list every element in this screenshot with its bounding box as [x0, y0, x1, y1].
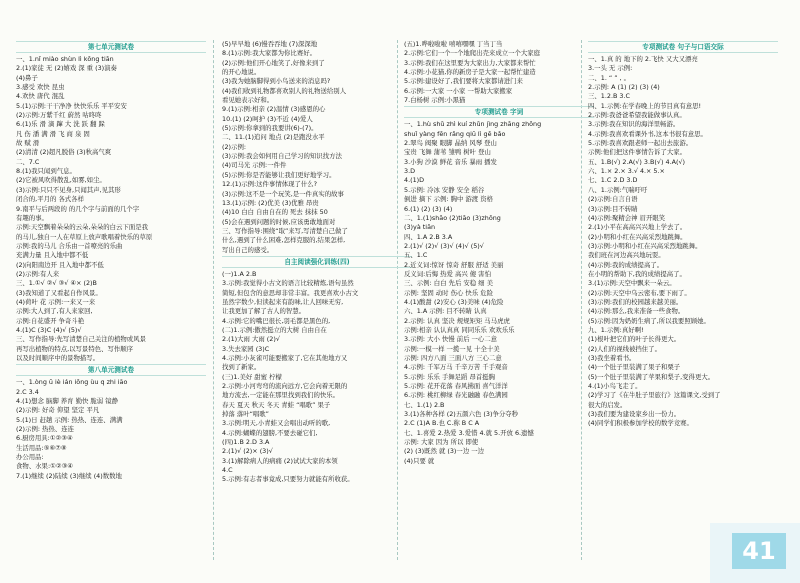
answer-column-2 — [222, 40, 412, 560]
answer-line: (3)我们要为建设家乡出一份力。 — [588, 410, 681, 419]
answer-line: 2.(1)大雨 大雨 (2)√ — [222, 335, 280, 344]
answer-line: 3.示例:我在知识的海洋里畅游。 — [588, 120, 680, 129]
answer-line: shuǐ yàng fēn rǎng qiū lì gē bǎo — [404, 129, 506, 138]
answer-line: 二、1. “ ” , 。 — [588, 73, 631, 82]
answer-line: (2)小明和小红在兴高采烈地跳舞。 — [588, 232, 687, 241]
answer-line: 三、写作指导:围绕“取”来写,写清楚自己做了 — [222, 226, 348, 235]
answer-line: 2.(1)√ (2)√ (3)√ (4)√ (5)√ — [404, 241, 484, 250]
answer-line: (4)同学们积极参加学校的数学竞赛。 — [588, 419, 693, 428]
section-title: 自主阅读强化训练(四) — [222, 256, 412, 268]
answer-line: 3.感受 欢快 昆虫 — [16, 83, 65, 92]
answer-line: 三、示例: 白白 先后 安稳 细 美 — [404, 279, 493, 288]
answer-line: 看见她表示好和。 — [222, 96, 274, 105]
answer-column-4 — [588, 40, 778, 560]
answer-line: 示例: 四方八面 三面八方 三心二意 — [404, 354, 502, 362]
answer-line: 三、写作指导:先写清楚自己关注的植物或风景 — [16, 335, 146, 344]
answer-line: (3)我为她脑脚得到小鸟送来的消息吗? — [222, 77, 331, 86]
answer-line: 2.C (1)A B.也 C.称 B C A — [404, 419, 480, 428]
answer-line: 六、1.× 2.× 3.√ 4.× 5.× — [588, 167, 665, 176]
column-divider — [213, 40, 214, 560]
answer-line: 找到了新家。 — [222, 363, 261, 372]
answer-line: 示例:自花盛开 争奇斗艳 — [16, 316, 85, 325]
answer-line: 4.(1)想念 脑脚 养育 勤快 脆弱 镜静 — [16, 397, 118, 406]
answer-line: (3)示例:我们的校园越来越美丽。 — [588, 297, 683, 306]
answer-line: (2)示例:他们开心地笑了,好像来到了 — [222, 58, 325, 67]
answer-line: 6.示例:一大家 一小家 一帮助大家搬家 — [404, 86, 513, 95]
answer-line: (4)只要 就 — [404, 456, 435, 465]
answer-line: 七、1.喜爱 2.热爱 3.爱惜 4.就 5.开放 6.遗憾 — [404, 428, 534, 437]
answer-line: 5.示例: 花开花落 春风拂面 喜气洋洋 — [404, 382, 508, 391]
answer-line: (2)示例:自言自语 — [588, 195, 638, 204]
answer-line: (4)鼻子 — [16, 73, 38, 82]
answer-line: 3.失去家园 (3)C — [222, 344, 270, 353]
answer-line: 3.示例:我们在这里要为大家出力,大家都来帮忙 — [404, 58, 536, 67]
answer-line: 让我更加了解了古人的智慧。 — [222, 307, 306, 316]
answer-line: (2)示例: — [222, 142, 246, 151]
section-title: 专项测试卷 字词 — [404, 106, 594, 118]
answer-line: 示例:天空飘着朵朵的云朵,朵朵的白云下面是我 — [16, 223, 148, 232]
answer-line: 示例:一模一样 一揽一见 十全十美 — [404, 344, 500, 353]
answer-line: (2)它被风吹得散乱,如雾,如尘。 — [16, 176, 106, 185]
section-title: 第七单元测试卷 — [16, 41, 206, 53]
answer-line: (一)1.A 2.B — [222, 269, 257, 278]
answer-line: 示例:大人到了,有人来家回, — [16, 307, 93, 316]
answer-line: 示例: 坚固 动时 伤心 快乐 危险 — [404, 288, 493, 297]
answer-column-1 — [16, 40, 206, 560]
answer-line: (5)示例:你拿到的我要讲(6)-(7)。 — [222, 124, 318, 133]
answer-line: 反义词:后悔 热爱 高兴 傻 害怕 — [404, 269, 491, 278]
answer-line: 3.(1)示例:天空中飘来一朵云。 — [588, 279, 676, 288]
answer-line: 9.(1)示例:相亲 (2)温情 (3)感恩的心 — [222, 105, 326, 114]
page-number: 41 — [732, 533, 786, 569]
answer-line: (5)会在遇到问题的时候,应该勇敢地面对 — [222, 217, 336, 226]
answer-column-3 — [404, 40, 594, 560]
answer-line: (5)早早地 (6)慢吞吞地 (7)深深地 — [222, 40, 318, 48]
answer-line: 简短,但包含的意思却非常丰富。我更喜欢小古文 — [222, 288, 359, 297]
answer-line: (4)一个肚子里装满了果子和栗子 — [588, 363, 681, 372]
answer-line: 食物、水果:①②③④ — [16, 462, 74, 471]
answer-line: 5.示例:有志者事竟成,只要努力就能有所收获。 — [222, 475, 354, 484]
answer-line: 二、7.C — [16, 157, 40, 166]
answer-line: 2.(1)√ (2)× (3)√ — [222, 447, 273, 456]
answer-line: 示例:我的马儿 合乐由一首嘹亮的乐曲 — [16, 241, 123, 250]
answer-line: 13.(1)示例: (2)优美 (3)优雅 昂贵 — [222, 198, 319, 207]
answer-line: 5.(1)示例:干干净净 快快乐乐 平平安安 — [16, 101, 127, 110]
answer-line: 再写出植物的特点,以写景特色、写作顺序 — [16, 344, 134, 353]
answer-line: 一、1.hù shǔ zhì kuí zhǔn jìng zhāng zhōng — [404, 120, 542, 129]
answer-line: 示例: 大家 因为 所以 即使 — [404, 438, 479, 447]
answer-line: 掉落 落叶“唱歌” — [222, 410, 269, 419]
answer-line: 5.示例:我喜欢跟老师一起出去旅游。 — [588, 139, 693, 148]
answer-line: (4)我们收到礼物都喜欢别人的礼物送给别人 — [222, 86, 347, 95]
answer-line: 六、1.A 示例: 目不转睛 认真 — [404, 307, 487, 316]
answer-line: (5)示例:因为奶奶生病了,所以我要照顾她。 — [588, 316, 710, 325]
answer-line: 七、1.C 2.D 3.D — [588, 176, 638, 185]
answer-line: 3.一头 无 示例: — [588, 64, 633, 73]
answer-line: 4.(1)酸甜 (2)安心 (3)美味 (4)危险 — [404, 297, 504, 306]
answer-line: 二、1.(1)shāo (2)tiāo (3)zhōng — [404, 213, 501, 222]
answer-line: (2)向阳南边开 且入地中都不低 — [16, 260, 104, 269]
answer-line: (1)根叶把它们的叶子长得更大。 — [588, 335, 681, 344]
answer-line: (2)清清 (2)超凡脱俗 (3)秋高气爽 — [16, 148, 112, 157]
answer-line: 2.(1)小平在高高兴兴地上学去了。 — [588, 223, 687, 232]
answer-line: 5.示例: 冷冰 安静 安全 稻谷 — [404, 185, 485, 194]
answer-line: (2)示例: 热热、连连 — [16, 425, 74, 434]
answer-line: 地方流去,一定能在那里找到我们的快乐。 — [222, 391, 340, 400]
answer-line: 2.示例: 认真 坚决 规规矩矩 马马虎虎 — [404, 316, 510, 325]
answer-line: 倒进 摘下 示例: 胸中 游渡 资格 — [404, 195, 493, 204]
answer-line: (4)示例:那么,我来准备一些食物。 — [588, 307, 685, 316]
answer-line: (4)10 白白 自由自在的 死去 抹抹 50 — [222, 208, 328, 217]
answer-line: (三)1.美好 甜蜜 柠檬 — [222, 372, 282, 381]
answer-line: 以及时间顺序中的景物描写。 — [16, 354, 100, 362]
answer-line: 充满力量 且入地中都不低 — [16, 251, 89, 260]
answer-line: 凡 伤 潘 满 滑 飞 商 泉 固 — [16, 129, 90, 138]
answer-line: 五、1.C — [404, 251, 428, 260]
answer-line: (3)示例:小明和小红在兴高采烈地跳舞。 — [588, 241, 702, 250]
answer-line: 写出自己的感受。 — [222, 245, 274, 254]
answer-line: (2)示例:万紫千红 蔚然 咕咚咚 — [16, 111, 102, 120]
answer-line: 三、1.①√ ②√ ③√ ④× (2)B — [16, 279, 97, 288]
answer-line: 6.(1)乐 滑 滴 蹿 大 洗 跃 翻 跺 — [16, 120, 105, 129]
section-title: 第八单元测试卷 — [16, 364, 206, 376]
answer-line: (5)一个肚子里装满了苹果和梨子,变得更大。 — [588, 372, 715, 381]
answer-line: (4)荷叶 花 示例:一来又一来 — [16, 297, 96, 306]
answer-line: 宝贵 飞舞 蒲苇 雏鸭 树叶 登山 — [404, 148, 491, 157]
answer-line: 一、1.òng ū iè ián iōng ùu q zhi ião — [16, 378, 128, 387]
answer-line: 在小明的帮助下,我的成绩提高了。 — [588, 269, 686, 278]
answer-line: (2)学习了《在牛肚子里旅行》这篇课文,受到了 — [588, 391, 721, 400]
answer-line: 什么,遇到了什么困难,怎样克服的,结果怎样, — [222, 236, 346, 245]
answer-line: 5.(1)日 赶趟 示例: 热热、连连、满满 — [16, 415, 123, 424]
answer-line: (四)1.B 2.D 3.A — [222, 438, 270, 447]
answer-line: 4.示例:它的嘴巴很长,羽毛都是黑色的, — [222, 316, 331, 325]
answer-line: (2)示例: 好奇 仰望 坚定 平凡 — [16, 406, 100, 415]
answer-line: (4)司马光 示例:一件件 — [222, 161, 287, 170]
answer-line: 4.(1)C (3)C (4)√ (5)√ — [16, 325, 82, 334]
answer-line: 4.示例:蝴蝶的翅膀,不要去碰它们, — [222, 428, 318, 437]
answer-line: (3)示例:我会如何用自己学习的知识找方法 — [222, 152, 342, 161]
answer-line: 6.厨房用具:①②③④ — [16, 434, 73, 443]
answer-line: (3)我坐着看书。 — [588, 354, 636, 362]
answer-line: 5.示例: 乐乐 手舞足蹈 昂首挺胸 — [404, 372, 496, 381]
answer-line: 三、1.2.B 3.C — [588, 92, 630, 101]
answer-line: 3.小狗 沙漠 鲜花 音乐 暴雨 播发 — [404, 157, 497, 166]
answer-line: 8.(1)示例:我大家都为你比赛好。 — [222, 49, 316, 58]
answer-line: 5.示例:建设好了,我们要将大家都请进门来 — [404, 77, 523, 86]
answer-line: 2.示例:我爸爸希望我能做事认真。 — [588, 111, 686, 120]
answer-line: (五)1.哗啦啦啦 嘻嘻嘿嘿 丁当丁当 — [404, 40, 503, 48]
section-title: 专项测试卷 句子与口语交际 — [588, 41, 778, 53]
answer-line: 的马儿,独自一人在草原上放声歌唱着快乐的草原 — [16, 232, 153, 241]
answer-line: 3.示例:我觉得小古文的语言比较精炼,语句虽然 — [222, 279, 354, 288]
answer-line: 一、1.nǐ miào shùn lì kōng tiān — [16, 55, 114, 63]
answer-line: 很大的启发。 — [588, 400, 627, 409]
answer-line: 我们班在河边高兴地玩耍。 — [588, 251, 665, 260]
answer-line: 故 赋 滑 — [16, 139, 40, 148]
answer-line: (3)示例:目不转睛 — [588, 204, 638, 213]
answer-line: 2.近义词:惊讶 惊奇 舒服 舒适 美丽 — [404, 260, 504, 269]
answer-line: 示例:相亲 认认真真 同同乐乐 欢欢乐乐 — [404, 325, 515, 334]
answer-line: 2.(1)家徒 无 (2)嬉戏 深 重 (3)演奏 — [16, 64, 117, 73]
answer-line: 6.(1) (2) (3) (4) — [404, 204, 453, 213]
answer-line: 4.欢快 唐代 混乱 — [16, 92, 65, 101]
answer-line: 四、1.示例:在学春晚上的节目真有意思! — [588, 101, 702, 110]
answer-line: 7.(1)继续 (2)陆续 (3)继续 (4)数数地 — [16, 471, 122, 480]
answer-line: (4)示例:我的成绩提高了。 — [588, 260, 664, 269]
answer-line: 3.D — [404, 167, 416, 176]
answer-line: 一、1.真 的 地下的 2.飞快 又大又漂亮 — [588, 55, 698, 63]
answer-line: 12.(1)示例:这件事情体现了什么? — [222, 180, 318, 189]
answer-line: 7.白杨树 示例:小黑猫 — [404, 96, 466, 105]
answer-line: 五、1.B(√) 2.A(√) 3.B(√) 4.A(√) — [588, 157, 686, 166]
answer-line: (二)1.示例:傲然挺立的大树 自由自在 — [222, 325, 327, 334]
answer-line: 8.(1)我只闻到气息。 — [16, 167, 76, 176]
answer-line: 2.示例: A (1) (2) (3) (4) — [588, 83, 660, 92]
answer-line: (2)示例:天空中乌云密布,要下雨了。 — [588, 288, 691, 297]
answer-line: (3)示例:这不是一个玩笑,是一件真实的故事 — [222, 189, 344, 198]
answer-line: (5)示例:你是否能够让我们更好地学习。 — [222, 170, 336, 179]
answer-line: 10.(1) (2)呵护 (3)不近 (4)爱人 — [222, 114, 313, 123]
answer-line: 春天 夏天 秋天 冬天 青蛙 “唱歌” 果子 — [222, 400, 331, 409]
answer-line: 4.(1)D — [404, 176, 425, 185]
answer-line: 办公用品: — [16, 453, 44, 462]
answer-line: 四、1.A 2.B 3.A — [404, 232, 453, 241]
answer-line: 4.C — [222, 466, 233, 475]
answer-line: 九、1.示例:真好啊! — [588, 325, 644, 334]
answer-line: 二、11.(1)追问 地点 (2)是跑没水平 — [222, 133, 325, 142]
answer-line: 示例:他们把这件事情告诉了大家。 — [588, 148, 687, 157]
answer-line: (2) (3)既然 就 (3)一边 一边 — [404, 447, 485, 456]
answer-line: 的开心地说。 — [222, 68, 261, 77]
answer-line: (3)我知道了又看起自作风景。 — [16, 288, 102, 297]
answer-line: 生活用品:⑤⑥⑦⑧ — [16, 443, 67, 452]
answer-line: 2.C 3.4 — [16, 387, 39, 396]
answer-line: 4.示例:小花猫,你的新房子是大家一起帮忙建造 — [404, 68, 536, 77]
answer-line: 2.示例:它们一个一个地爬出壳来成立一个大家庭 — [404, 49, 541, 58]
answer-line: 七、1.(1) 2.B — [404, 400, 445, 409]
answer-line: 9.南平与后两段的 的几个字与前面的几个字 — [16, 204, 140, 213]
answer-line: 4.示例:小灰雀可能要搬家了,它在其他地方又 — [222, 354, 348, 362]
answer-line: 4.示例:我喜欢看课外书,这本书很有意思。 — [588, 129, 707, 138]
answer-line: 3.(1)解除病人的病痛 (2)试试大家的本领 — [222, 456, 338, 465]
answer-line: 2.翠鸟 阀聚 眼脚 晶纳 风琴 登山 — [404, 139, 497, 148]
answer-line: 2.示例:小河弯弯的流向远方,它会向着无限的 — [222, 382, 348, 391]
answer-line: 闭合的,平月的 各式各样 — [16, 195, 84, 204]
answer-line: 4.示例: 千军万马 千辛万苦 千手观音 — [404, 363, 508, 372]
answer-line: 4.(1)小鸟飞走了。 — [588, 382, 642, 391]
answer-line: 有趣的事。 — [16, 213, 48, 222]
answer-line: (2)人们的视线被挡住了。 — [588, 344, 661, 353]
answer-line: (4)示例:聚精会神 眉开眼笑 — [588, 213, 666, 222]
answer-line: (3)yà tiān — [404, 223, 436, 232]
answer-line: (3)示例:只只不见身,只闻其声,见其形 — [16, 185, 121, 194]
answer-line: 3.示例:明天,小青蛙又会唱出动听的歌, — [222, 419, 331, 428]
answer-line: 6.示例: 桃红柳绿 春光融融 春色满园 — [404, 391, 508, 400]
answer-line: 虽然字数少,但读起来有韵味,让人回味无穷, — [222, 297, 344, 306]
answer-line: 八、1.示例:气喘吁吁 — [588, 185, 648, 194]
answer-line: 3.(1)各种各样 (2)五颜六色 (3)争分夺秒 — [404, 410, 519, 419]
answer-line: 3.示例: 大小 快慢 前后 一心二意 — [404, 335, 498, 344]
answer-line: (2)示例:有人来 — [16, 269, 60, 278]
